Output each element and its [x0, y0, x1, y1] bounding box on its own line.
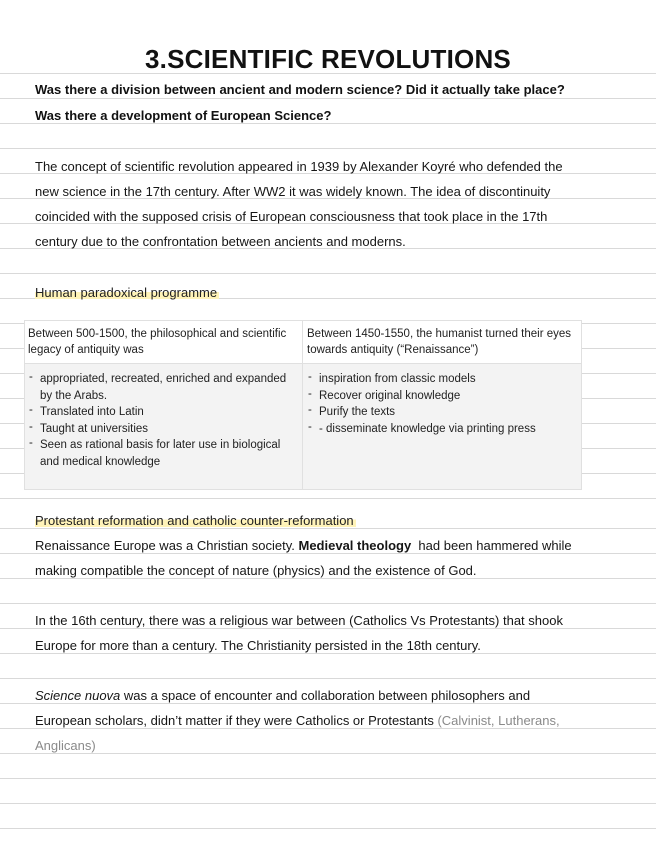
- table-header-cell: Between 1450-1550, the humanist turned their eyes towards antiquity (“Renaissance”): [307, 328, 572, 356]
- bullet-marker: -: [29, 371, 33, 383]
- text-run: European scholars, didn’t matter if they were Catholics or Protestants: [35, 713, 438, 728]
- bullet-marker: -: [308, 371, 312, 383]
- text-run: had been hammered while: [411, 538, 572, 553]
- list-item-text: - disseminate knowledge via printing press: [319, 422, 536, 435]
- paragraph-line: [35, 538, 572, 553]
- bullet-marker: -: [308, 404, 312, 416]
- list-item-text: inspiration from classic models: [319, 373, 476, 385]
- paragraph-line: Europe for more than a century. The Christianity persisted in the 18th century.: [35, 638, 481, 653]
- bullet-marker: -: [29, 437, 33, 449]
- question-line: Was there a division between ancient and modern science? Did it actually take place?: [35, 82, 565, 97]
- paragraph-line: Anglicans): [35, 738, 96, 753]
- list-item-text: appropriated, recreated, enriched and expanded by the Arabs.: [40, 373, 287, 402]
- intro-line: coincided with the supposed crisis of European consciousness that took place in the 17th: [35, 209, 548, 224]
- list-item: [307, 371, 575, 388]
- list-item-text: Taught at universities: [40, 422, 149, 435]
- table-bullet-list: [28, 371, 296, 470]
- table-bullet-list: [307, 371, 575, 437]
- bullet-marker: -: [308, 387, 312, 400]
- list-item-text: Translated into Latin: [40, 406, 144, 418]
- comparison-table: [24, 320, 582, 490]
- list-item: [307, 388, 575, 405]
- text-run: was a space of encounter and collaboration between philosophers and: [120, 688, 531, 703]
- list-item-text: Seen as rational basis for later use in biological and medical knowledge: [40, 439, 281, 468]
- section-heading-human-programme: Human paradoxical programme: [35, 285, 218, 300]
- page-title: 3.SCIENTIFIC REVOLUTIONS: [145, 44, 511, 74]
- paragraph-line: [35, 688, 530, 703]
- paragraph-line: [35, 713, 560, 728]
- paragraph-line: In the 16th century, there was a religious war between (Catholics Vs Protestants) that shook: [35, 613, 563, 628]
- intro-line: The concept of scientific revolution appeared in 1939 by Alexander Koyré who defended the: [35, 159, 563, 174]
- list-item: [28, 404, 296, 421]
- question-line: Was there a development of European Science?: [35, 108, 332, 123]
- table-header-row: [25, 321, 581, 364]
- list-item: [28, 437, 296, 470]
- list-item-text: Recover original knowledge: [319, 389, 461, 402]
- list-item: [307, 421, 575, 438]
- list-item-text: Purify the texts: [319, 406, 396, 418]
- bullet-marker: -: [29, 404, 33, 416]
- table-column-divider: [302, 321, 303, 489]
- list-item: [28, 371, 296, 404]
- gray-text-run: (Calvinist, Lutherans,: [437, 713, 560, 728]
- table-header-cell: Between 500-1500, the philosophical and scientific legacy of antiquity was: [28, 328, 287, 356]
- intro-line: new science in the 17th century. After WW2 it was widely known. The idea of discontinuity: [35, 184, 551, 199]
- bullet-marker: -: [308, 420, 312, 433]
- section-heading-reformation: Protestant reformation and catholic counter-reformation: [35, 513, 354, 528]
- paragraph-line: making compatible the concept of nature (physics) and the existence of God.: [35, 563, 477, 578]
- list-item: [307, 404, 575, 421]
- intro-line: century due to the confrontation between ancients and moderns.: [35, 234, 406, 249]
- text-run: Renaissance Europe was a Christian society.: [35, 538, 299, 553]
- list-item: [28, 421, 296, 438]
- bold-term: Medieval theology: [298, 538, 412, 553]
- bullet-marker: -: [29, 420, 33, 433]
- italic-term: Science nuova: [35, 688, 121, 703]
